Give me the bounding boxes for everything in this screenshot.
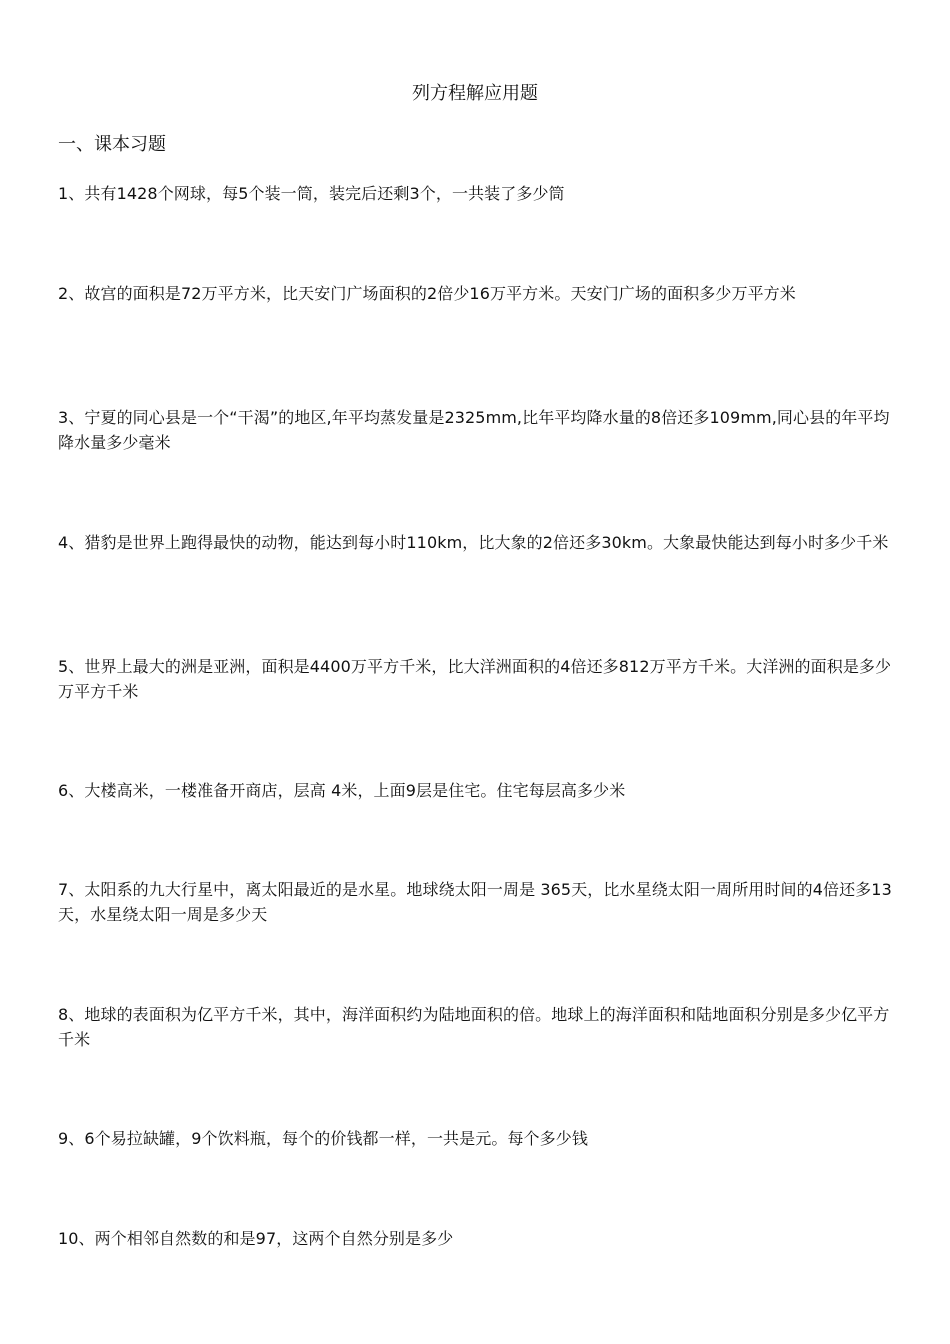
question-2: 2、故宫的面积是72万平方米，比天安门广场面积的2倍少16万平方米。天安门广场的面积多少万平方米	[58, 284, 796, 303]
question-8: 8、地球的表面积为亿平方千米，其中，海洋面积约为陆地面积的倍。地球上的海洋面积和陆地面积分别是多少亿平方千米	[58, 1005, 890, 1049]
question-9: 9、6个易拉缺罐，9个饮料瓶，每个的价钱都一样，一共是元。每个多少钱	[58, 1129, 588, 1148]
question-7: 7、太阳系的九大行星中，离太阳最近的是水星。地球绕太阳一周是 365天，比水星绕太阳一周所用时间的4倍还多13天，水星绕太阳一周是多少天	[58, 880, 892, 924]
document-title: 列方程解应用题	[412, 83, 538, 104]
question-4: 4、猎豹是世界上跑得最快的动物，能达到每小时110km，比大象的2倍还多30km。大象最快能达到每小时多少千米	[58, 533, 889, 552]
section-heading: 一、课本习题	[58, 134, 166, 155]
question-1: 1、共有1428个网球，每5个装一筒，装完后还剩3个，一共装了多少筒	[58, 184, 565, 203]
question-3: 3、宁夏的同心县是一个“干渴”的地区,年平均蒸发量是2325mm,比年平均降水量的8倍还多109mm,同心县的年平均降水量多少毫米	[58, 408, 890, 452]
question-10: 10、两个相邻自然数的和是97，这两个自然分别是多少	[58, 1229, 454, 1248]
question-6: 6、大楼高米，一楼准备开商店，层高 4米，上面9层是住宅。住宅每层高多少米	[58, 781, 626, 800]
question-5: 5、世界上最大的洲是亚洲，面积是4400万平方千米，比大洋洲面积的4倍还多812万平方千米。大洋洲的面积是多少万平方千米	[58, 657, 892, 701]
